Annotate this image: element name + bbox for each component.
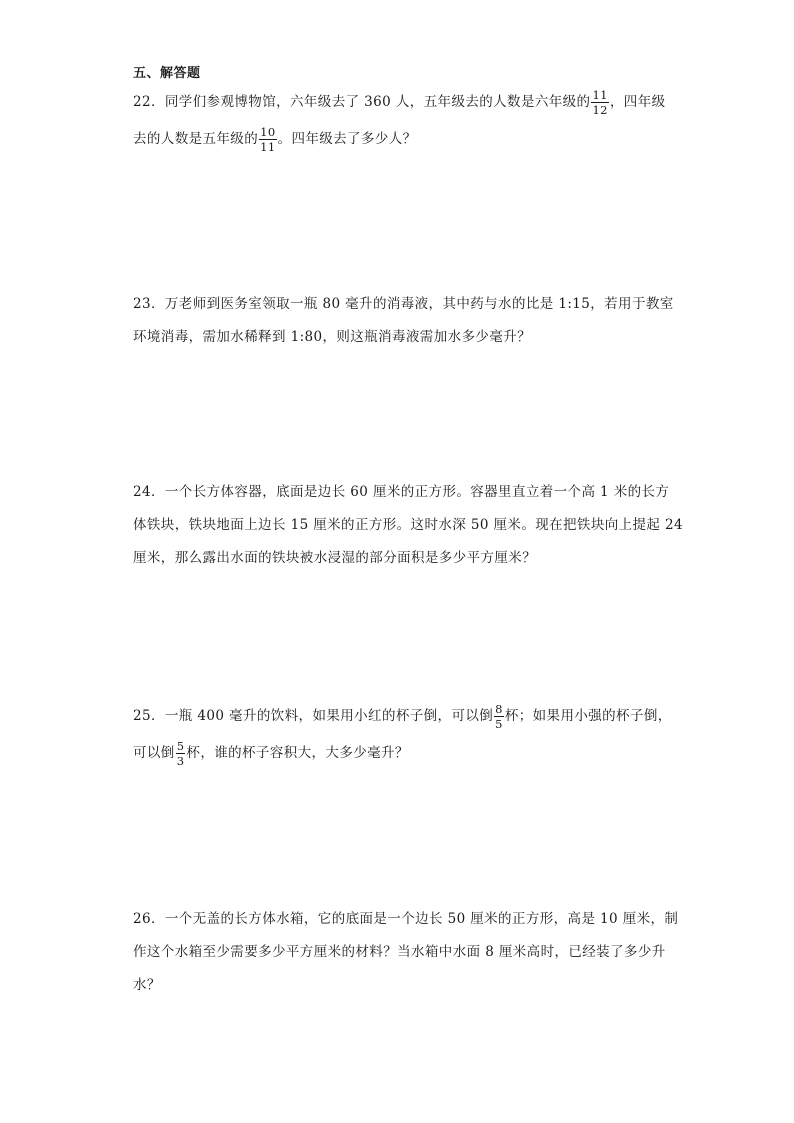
question-22 [133,86,673,156]
fraction-5-3 [176,740,186,767]
fraction-numerator: 5 [176,739,185,753]
fraction-numerator: 11 [592,88,608,102]
question-25-line-1 [133,700,673,733]
question-text: 一个无盖的长方体水箱，它的底面是一个边长 50 厘米的正方形，高是 10 厘米，制 [164,911,679,927]
question-number: 26． [133,911,165,927]
question-26-line-1 [133,903,679,936]
fraction-8-5 [494,703,504,730]
question-24-line-2: 体铁块，铁块地面上边长 15 厘米的正方形。这时水深 50 厘米。现在把铁块向上提起 24 [133,517,683,533]
question-number: 23． [133,296,165,312]
question-24 [133,476,683,575]
question-22-line-2 [133,123,673,156]
question-text: 一个长方体容器，底面是边长 60 厘米的正方形。容器里直立着一个高 1 米的长方 [164,484,670,500]
question-text: 杯，谁的杯子容积大，大多少毫升？ [186,745,409,761]
question-26 [133,903,679,1002]
question-26-line-3: 水？ [133,977,161,993]
question-text: 杯；如果用小强的杯子倒， [504,708,672,724]
question-24-line-3: 厘米，那么露出水面的铁块被水浸湿的部分面积是多少平方厘米？ [133,550,537,566]
question-text: ，四年级 [609,94,666,110]
question-23-line-2: 环境消毒，需加水稀释到 1:80，则这瓶消毒液需加水多少毫升？ [133,329,532,345]
fraction-numerator: 10 [260,125,276,139]
question-number: 22． [133,94,165,110]
question-24-line-1 [133,476,673,509]
question-number: 25． [133,708,165,724]
question-22-line-1 [133,86,673,119]
question-text: 去的人数是五年级的 [133,131,259,147]
question-23-line-1 [133,288,673,321]
question-text: 同学们参观博物馆，六年级去了 360 人，五年级去的人数是六年级的 [164,94,591,110]
fraction-11-12 [591,89,608,116]
fraction-denominator: 3 [176,754,185,768]
question-23 [133,288,673,354]
fraction-10-11 [259,126,276,153]
fraction-denominator: 12 [592,103,608,117]
question-number: 24． [133,484,165,500]
question-25-line-2 [133,737,673,770]
fraction-numerator: 8 [495,702,503,716]
section-heading: 五、解答题 [133,66,201,81]
question-text: 万老师到医务室领取一瓶 80 毫升的消毒液，其中药与水的比是 1:15，若用于教室 [164,296,674,312]
fraction-denominator: 11 [260,140,276,154]
question-text: 。四年级去了多少人？ [277,131,417,147]
question-25 [133,700,673,770]
question-text: 一瓶 400 毫升的饮料，如果用小红的杯子倒，可以倒 [164,708,494,724]
fraction-denominator: 5 [495,717,503,731]
question-text: 可以倒 [133,745,175,761]
question-26-line-2: 作这个水箱至少需要多少平方厘米的材料？当水箱中水面 8 厘米高时，已经装了多少升 [133,944,666,960]
